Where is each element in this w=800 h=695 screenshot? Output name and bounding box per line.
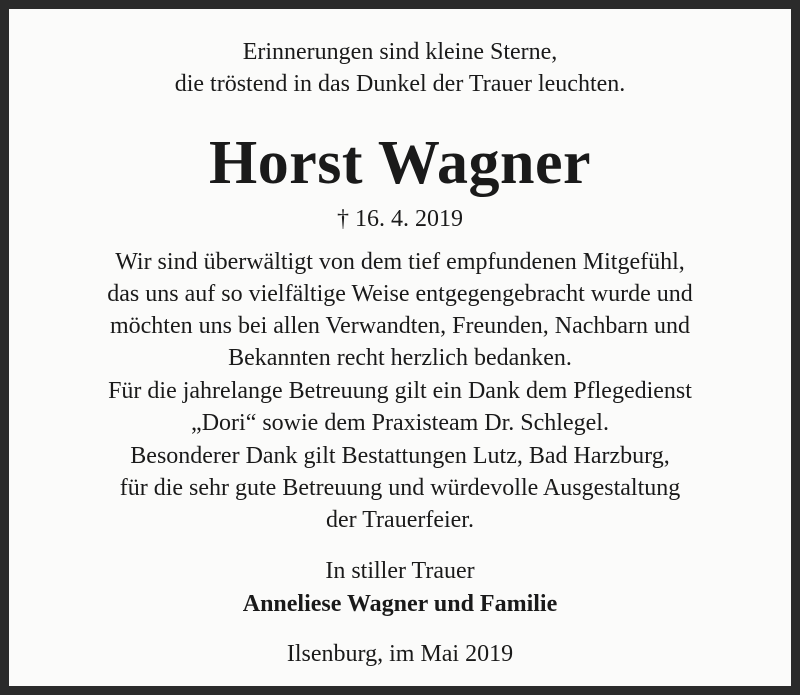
body-line-6: „Dori“ sowie dem Praxisteam Dr. Schlegel. bbox=[191, 410, 609, 436]
body-line-5: Für die jahrelange Betreuung gilt ein Dank dem Pflegedienst bbox=[108, 378, 692, 404]
death-date: † 16. 4. 2019 bbox=[337, 206, 463, 232]
deceased-name: Horst Wagner bbox=[209, 129, 591, 197]
body-line-4: Bekannten recht herzlich bedanken. bbox=[228, 345, 572, 371]
closing-phrase: In stiller Trauer bbox=[325, 558, 475, 584]
intro-line-2: die tröstend in das Dunkel der Trauer leuchten. bbox=[174, 71, 626, 97]
body-line-1: Wir sind überwältigt von dem tief empfundenen Mitgefühl, bbox=[115, 249, 685, 275]
body-line-2: das uns auf so vielfältige Weise entgegengebracht wurde und bbox=[107, 281, 693, 307]
intro-line-1: Erinnerungen sind kleine Sterne, bbox=[242, 39, 558, 65]
obituary-notice bbox=[18, 18, 782, 677]
body-line-7: Besonderer Dank gilt Bestattungen Lutz, Bad Harzburg, bbox=[130, 443, 670, 469]
body-line-3: möchten uns bei allen Verwandten, Freunden, Nachbarn und bbox=[109, 313, 691, 339]
body-line-9: der Trauerfeier. bbox=[326, 507, 474, 533]
family-signature: Anneliese Wagner und Familie bbox=[242, 591, 558, 617]
place-and-date: Ilsenburg, im Mai 2019 bbox=[286, 641, 514, 667]
body-line-8: für die sehr gute Betreuung und würdevolle Ausgestaltung bbox=[119, 475, 681, 501]
